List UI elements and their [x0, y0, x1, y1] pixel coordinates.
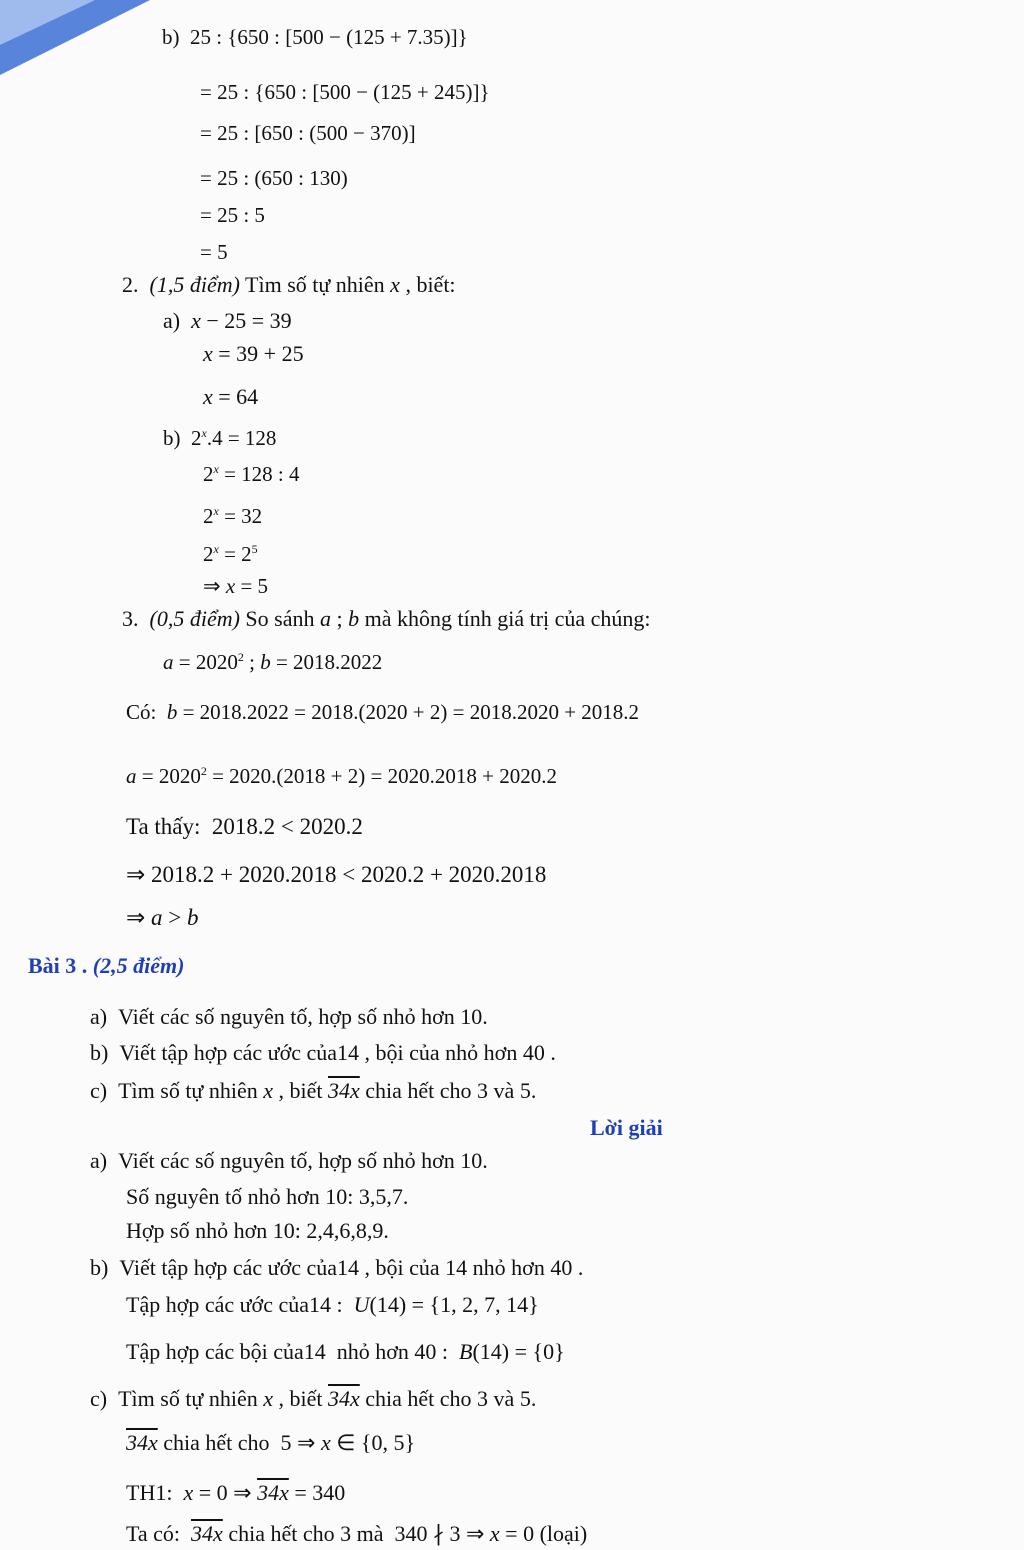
line-20: Ta thấy: 2018.2 < 2020.2: [126, 814, 363, 839]
line-35: 34x chia hết cho 5 ⇒ x ∈ {0, 5}: [126, 1430, 416, 1455]
line-10: x = 64: [203, 384, 259, 409]
line-14: $2^x = 2^5$: [203, 542, 258, 566]
section-heading: Bài 3 . (2,5 điểm): [28, 953, 185, 978]
line-8: a) x − 25 = 39: [163, 308, 292, 333]
line-26: c) Tìm số tự nhiên x , biết 34x chia hết cho 3 và 5.: [90, 1078, 537, 1103]
line-16: 3. (0,5 điểm) So sánh a ; b mà không tính giá trị của chúng:: [122, 606, 651, 631]
line-22: ⇒ a > b: [126, 905, 199, 930]
line-24: a) Viết các số nguyên tố, hợp số nhỏ hơn 10.: [90, 1004, 488, 1029]
solution-heading: Lời giải: [590, 1115, 663, 1140]
line-4: = 25 : (650 : 130): [200, 166, 348, 190]
line-6: = 5: [200, 240, 228, 264]
line-17: $a = 2020^2$ ; b = 2018.2022: [163, 650, 383, 674]
line-7: 2. (1,5 điểm) Tìm số tự nhiên x , biết:: [122, 272, 456, 297]
line-3: = 25 : [650 : (500 − 370)]: [200, 121, 416, 145]
line-15: ⇒ x = 5: [203, 574, 269, 598]
line-13: $2^x = 32$: [203, 504, 263, 528]
line-29: Số nguyên tố nhỏ hơn 10: 3,5,7.: [126, 1184, 409, 1209]
line-11: b) $2^x.4 = 128$: [163, 426, 277, 450]
line-32: Tập hợp các ước của14 : U(14) = {1, 2, 7, 14}: [126, 1292, 539, 1317]
line-21: ⇒ 2018.2 + 2020.2018 < 2020.2 + 2020.2018: [126, 862, 547, 887]
line-5: = 25 : 5: [200, 203, 265, 227]
line-1: b) 25 : {650 : [500 − (125 + 7.35)]}: [162, 25, 468, 49]
corner-decoration: [0, 0, 150, 80]
line-36: TH1: x = 0 ⇒ 34x = 340: [126, 1480, 346, 1505]
line-9: x = 39 + 25: [203, 341, 304, 366]
line-12: $2^x = 128$ : 4: [203, 462, 300, 486]
line-19: $a = 2020^2 = 2020.(2018 + 2) = 2020.2018 + 2020.2$: [126, 764, 557, 788]
line-31: b) Viết tập hợp các ước của14 , bội của 14 nhỏ hơn 40 .: [90, 1255, 584, 1280]
line-18: Có: b = 2018.2022 = 2018.(2020 + 2) = 2018.2020 + 2018.2: [126, 700, 640, 724]
line-25: b) Viết tập hợp các ước của14 , bội của nhỏ hơn 40 .: [90, 1040, 556, 1065]
line-2: = 25 : {650 : [500 − (125 + 245)]}: [200, 80, 490, 104]
line-34: c) Tìm số tự nhiên x , biết 34x chia hết cho 3 và 5.: [90, 1386, 537, 1411]
line-30: Hợp số nhỏ hơn 10: 2,4,6,8,9.: [126, 1218, 389, 1243]
line-33: Tập hợp các bội của14 nhỏ hơn 40 : B(14) = {0}: [126, 1339, 565, 1364]
line-37: Ta có: 34x chia hết cho 3 mà 340 ∤ 3 ⇒ x = 0 (loại): [126, 1521, 588, 1546]
line-28: a) Viết các số nguyên tố, hợp số nhỏ hơn 10.: [90, 1148, 488, 1173]
